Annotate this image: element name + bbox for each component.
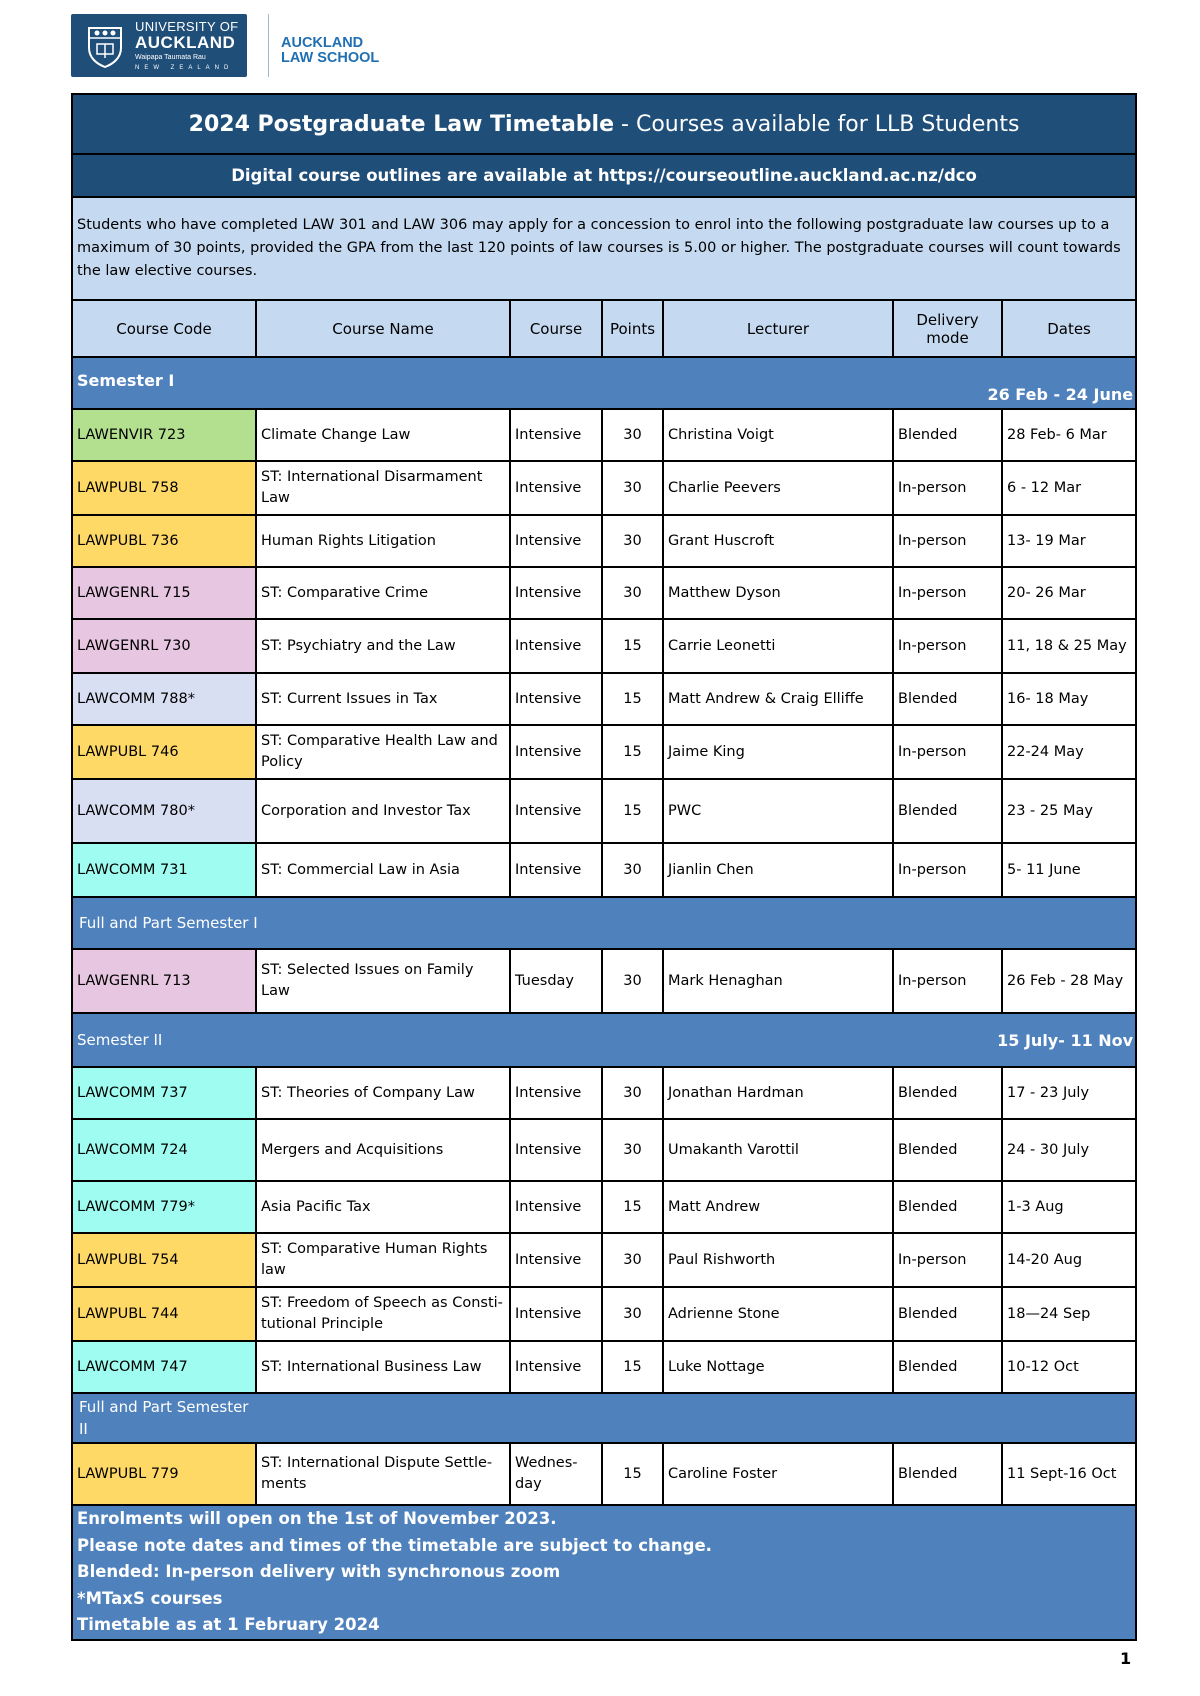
course-points: 15 [602,619,663,673]
table-row [72,619,1136,673]
course-delivery: In-person [893,567,1002,619]
course-name: ST: Freedom of Speech as Consti-tutional Principle [256,1287,510,1341]
course-lecturer: Grant Huscroft [663,515,893,567]
table-row [72,515,1136,567]
course-type: Intensive [510,725,602,779]
footer-notes [72,1505,1136,1640]
course-dates: 1-3 Aug [1002,1181,1136,1233]
course-lecturer: Matt Andrew [663,1181,893,1233]
course-points: 30 [602,843,663,897]
course-delivery: In-person [893,949,1002,1013]
course-dates: 23 - 25 May [1002,779,1136,843]
course-dates: 22-24 May [1002,725,1136,779]
page-number: 1 [1120,1649,1132,1668]
section-label: Full and Part Semester I [79,914,258,932]
course-lecturer: Adrienne Stone [663,1287,893,1341]
footer-line-3: Blended: In-person delivery with synchronous zoom [77,1562,561,1582]
course-dates: 6 - 12 Mar [1002,461,1136,515]
law-school-logo [281,36,379,66]
course-code: LAWPUBL 754 [72,1233,256,1287]
logo-line-4: NEW ZEALAND [135,65,234,71]
footer-line-2: Please note dates and times of the timetable are subject to change. [77,1535,712,1555]
header-delivery: Delivery mode [893,300,1002,357]
course-dates: 14-20 Aug [1002,1233,1136,1287]
table-row [72,1233,1136,1287]
footer-line-1: Enrolments will open on the 1st of November 2023. [77,1509,557,1528]
course-code: LAWENVIR 723 [72,409,256,461]
course-type: Wednes-day [510,1443,602,1505]
university-logo [71,14,247,77]
course-lecturer: Matthew Dyson [663,567,893,619]
course-points: 15 [602,1443,663,1505]
header-course-name: Course Name [256,300,510,357]
dco-note: Digital course outlines are available at https://courseoutline.auckland.ac.nz/dco [72,154,1136,197]
table-row [72,1119,1136,1181]
course-type: Intensive [510,461,602,515]
section-semester-1 [72,357,1136,409]
table-row [72,409,1136,461]
footer-line-4: *MTaxS courses [77,1588,223,1608]
intro-text: Students who have completed LAW 301 and LAW 306 may apply for a concession to enrol into the following postgraduate law courses up to a maximum of 30 points, provided the GPA from the last 120 points of law courses is 5.00 or higher. The postgraduate courses will count towards the law elective courses. [72,197,1136,300]
course-delivery: Blended [893,673,1002,725]
course-code: LAWGENRL 713 [72,949,256,1013]
course-type: Tuesday [510,949,602,1013]
logo-divider [268,14,269,77]
section-label: Semester II [77,1031,163,1049]
course-type: Intensive [510,673,602,725]
law-school-line-2: LAW SCHOOL [281,50,380,66]
course-delivery: Blended [893,1341,1002,1393]
course-type: Intensive [510,843,602,897]
course-points: 30 [602,1233,663,1287]
course-name: ST: Current Issues in Tax [256,673,510,725]
course-code: LAWCOMM 780* [72,779,256,843]
course-type: Intensive [510,515,602,567]
course-dates: 13- 19 Mar [1002,515,1136,567]
course-code: LAWCOMM 724 [72,1119,256,1181]
course-dates: 26 Feb - 28 May [1002,949,1136,1013]
course-code: LAWCOMM 731 [72,843,256,897]
course-dates: 11, 18 & 25 May [1002,619,1136,673]
course-delivery: In-person [893,843,1002,897]
course-lecturer: Matt Andrew & Craig Elliffe [663,673,893,725]
course-name: ST: Comparative Crime [256,567,510,619]
table-row [72,673,1136,725]
logo-line-2: AUCKLAND [135,33,236,52]
course-name: ST: Commercial Law in Asia [256,843,510,897]
course-lecturer: Mark Henaghan [663,949,893,1013]
course-name: Human Rights Litigation [256,515,510,567]
course-lecturer: Charlie Peevers [663,461,893,515]
course-code: LAWCOMM 788* [72,673,256,725]
section-semester-2 [72,1013,1136,1067]
course-code: LAWPUBL 758 [72,461,256,515]
header-course: Course [510,300,602,357]
section-label: Full and Part Semester II [79,1398,249,1438]
course-type: Intensive [510,1067,602,1119]
course-lecturer: Christina Voigt [663,409,893,461]
title-rest: - Courses available for LLB Students [614,111,1020,137]
course-delivery: In-person [893,619,1002,673]
course-lecturer: Paul Rishworth [663,1233,893,1287]
course-dates: 17 - 23 July [1002,1067,1136,1119]
course-dates: 18—24 Sep [1002,1287,1136,1341]
course-points: 15 [602,779,663,843]
course-name: ST: International Business Law [256,1341,510,1393]
table-row [72,1287,1136,1341]
course-delivery: Blended [893,409,1002,461]
course-lecturer: Carrie Leonetti [663,619,893,673]
header-dates: Dates [1002,300,1136,357]
course-dates: 28 Feb- 6 Mar [1002,409,1136,461]
logo-line-3: Waipapa Taumata Rau [135,54,206,61]
course-points: 30 [602,1287,663,1341]
course-points: 15 [602,1181,663,1233]
course-type: Intensive [510,779,602,843]
course-type: Intensive [510,1287,602,1341]
course-name: ST: Theories of Company Law [256,1067,510,1119]
page-title [72,94,1136,154]
course-code: LAWPUBL 736 [72,515,256,567]
section-label: Semester I [77,371,175,390]
table-row [72,779,1136,843]
logo-line-1: UNIVERSITY OF [135,19,239,34]
course-delivery: Blended [893,1119,1002,1181]
table-row [72,725,1136,779]
course-code: LAWGENRL 715 [72,567,256,619]
course-lecturer: Luke Nottage [663,1341,893,1393]
course-code: LAWGENRL 730 [72,619,256,673]
course-type: Intensive [510,1181,602,1233]
course-lecturer: Jonathan Hardman [663,1067,893,1119]
section-full-part-semester-1 [72,897,1136,949]
title-bold: 2024 Postgraduate Law Timetable [188,111,615,137]
course-dates: 10-12 Oct [1002,1341,1136,1393]
course-points: 30 [602,1119,663,1181]
table-row [72,461,1136,515]
header-lecturer: Lecturer [663,300,893,357]
course-points: 30 [602,567,663,619]
course-delivery: Blended [893,1067,1002,1119]
course-name: Asia Pacific Tax [256,1181,510,1233]
course-delivery: In-person [893,1233,1002,1287]
course-delivery: Blended [893,1287,1002,1341]
course-name: Mergers and Acquisitions [256,1119,510,1181]
course-delivery: Blended [893,1181,1002,1233]
course-points: 15 [602,673,663,725]
timetable [71,93,1137,1641]
course-lecturer: Caroline Foster [663,1443,893,1505]
course-delivery: Blended [893,1443,1002,1505]
course-points: 15 [602,725,663,779]
section-dates: 26 Feb - 24 June [987,385,1134,404]
course-code: LAWCOMM 737 [72,1067,256,1119]
course-name: ST: Selected Issues on Family Law [256,949,510,1013]
course-name: ST: International Disarmament Law [256,461,510,515]
course-delivery: In-person [893,515,1002,567]
course-code: LAWCOMM 747 [72,1341,256,1393]
course-points: 30 [602,515,663,567]
course-dates: 20- 26 Mar [1002,567,1136,619]
course-type: Intensive [510,409,602,461]
course-type: Intensive [510,1233,602,1287]
course-points: 30 [602,461,663,515]
header-points: Points [602,300,663,357]
course-lecturer: Jaime King [663,725,893,779]
course-code: LAWPUBL 779 [72,1443,256,1505]
course-delivery: In-person [893,461,1002,515]
course-points: 30 [602,409,663,461]
table-row [72,567,1136,619]
table-row [72,949,1136,1013]
course-delivery: Blended [893,779,1002,843]
table-row [72,1181,1136,1233]
course-lecturer: Umakanth Varottil [663,1119,893,1181]
section-full-part-semester-2 [72,1393,1136,1443]
table-row [72,1443,1136,1505]
course-type: Intensive [510,1119,602,1181]
course-points: 30 [602,949,663,1013]
footer-line-5: Timetable as at 1 February 2024 [77,1615,380,1635]
course-name: ST: Comparative Human Rights law [256,1233,510,1287]
table-row [72,1341,1136,1393]
course-points: 15 [602,1341,663,1393]
course-dates: 5- 11 June [1002,843,1136,897]
law-school-line-1: AUCKLAND [281,35,364,51]
course-points: 30 [602,1067,663,1119]
course-dates: 24 - 30 July [1002,1119,1136,1181]
course-code: LAWPUBL 746 [72,725,256,779]
section-dates: 15 July- 11 Nov [997,1031,1134,1050]
course-code: LAWPUBL 744 [72,1287,256,1341]
course-type: Intensive [510,567,602,619]
course-name: Climate Change Law [256,409,510,461]
course-code: LAWCOMM 779* [72,1181,256,1233]
course-name: Corporation and Investor Tax [256,779,510,843]
course-lecturer: Jianlin Chen [663,843,893,897]
course-lecturer: PWC [663,779,893,843]
course-delivery: In-person [893,725,1002,779]
table-row [72,1067,1136,1119]
course-name: ST: Comparative Health Law and Policy [256,725,510,779]
course-type: Intensive [510,619,602,673]
crest-icon [85,24,125,68]
course-dates: 11 Sept-16 Oct [1002,1443,1136,1505]
course-dates: 16- 18 May [1002,673,1136,725]
course-name: ST: International Dispute Settle-ments [256,1443,510,1505]
course-type: Intensive [510,1341,602,1393]
table-row [72,843,1136,897]
header-course-code: Course Code [72,300,256,357]
course-name: ST: Psychiatry and the Law [256,619,510,673]
